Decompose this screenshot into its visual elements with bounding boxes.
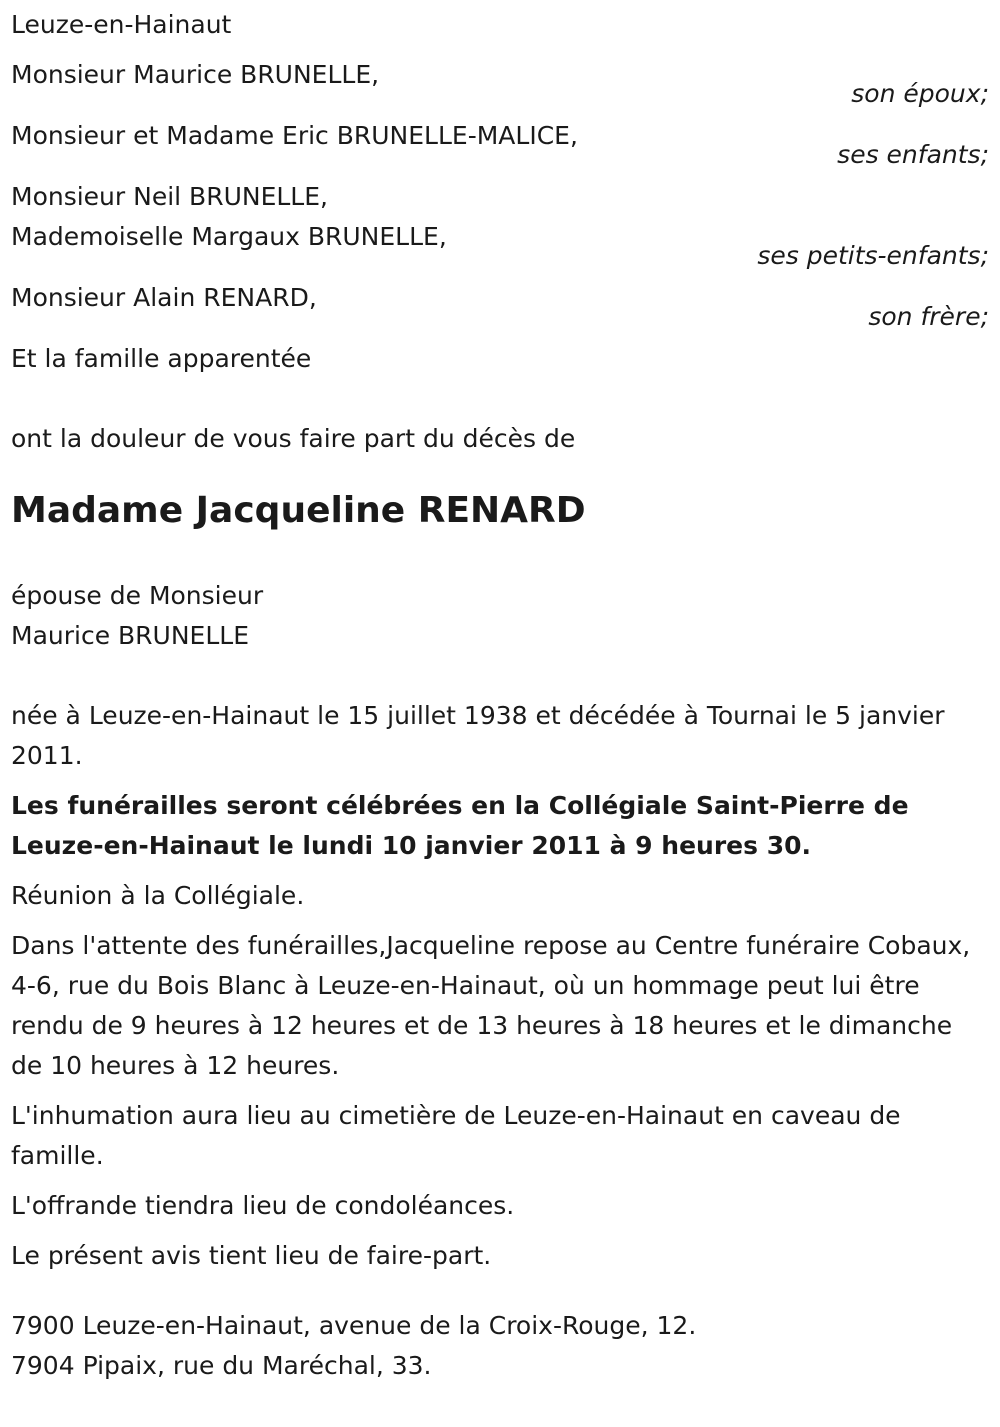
deceased-spouse-line-2: Maurice BRUNELLE — [11, 621, 250, 650]
children-relation: ses enfants; — [837, 140, 989, 169]
address-2: 7904 Pipaix, rue du Maréchal, 33. — [11, 1351, 432, 1380]
city-header: Leuze-en-Hainaut — [11, 10, 232, 39]
grandchild-name-2: Mademoiselle Margaux BRUNELLE, — [11, 222, 447, 251]
grandchild-name-1: Monsieur Neil BRUNELLE, — [11, 182, 328, 211]
brother-name: Monsieur Alain RENARD, — [11, 283, 317, 312]
offering-paragraph: L'offrande tiendra lieu de condoléances. — [11, 1191, 515, 1220]
deceased-name: Madame Jacqueline RENARD — [11, 490, 586, 531]
burial-paragraph: L'inhumation aura lieu au cimetière de Leuze-en-Hainaut en caveau de famille. — [11, 1101, 901, 1170]
funeral-paragraph: Les funérailles seront célébrées en la Collégiale Saint-Pierre de Leuze-en-Hainaut le lundi 10 janvier 2011 à 9 heures 30. — [11, 791, 909, 860]
grandchildren-relation: ses petits-enfants; — [757, 241, 989, 270]
notice-paragraph: Le présent avis tient lieu de faire-part. — [11, 1241, 492, 1270]
spouse-name: Monsieur Maurice BRUNELLE, — [11, 60, 380, 89]
viewing-paragraph: Dans l'attente des funérailles,Jacqueline repose au Centre funéraire Cobaux, 4-6, rue du Bois Blanc à Leuze-en-Hainaut, où un hommage peut lui être rendu de 9 heures à 12 heures et de 13 heures à 18 heures et le dimanche de 10 heures à 12 heures. — [11, 931, 971, 1080]
spouse-relation: son époux; — [851, 79, 989, 108]
address-1: 7900 Leuze-en-Hainaut, avenue de la Croix-Rouge, 12. — [11, 1311, 697, 1340]
children-name: Monsieur et Madame Eric BRUNELLE-MALICE, — [11, 121, 578, 150]
announcement-text: ont la douleur de vous faire part du décès de — [11, 424, 576, 453]
meeting-paragraph: Réunion à la Collégiale. — [11, 881, 305, 910]
extended-family: Et la famille apparentée — [11, 344, 312, 373]
brother-relation: son frère; — [868, 302, 989, 331]
deceased-spouse-line-1: épouse de Monsieur — [11, 581, 264, 610]
birth-death-paragraph: née à Leuze-en-Hainaut le 15 juillet 1938 et décédée à Tournai le 5 janvier 2011. — [11, 701, 945, 770]
